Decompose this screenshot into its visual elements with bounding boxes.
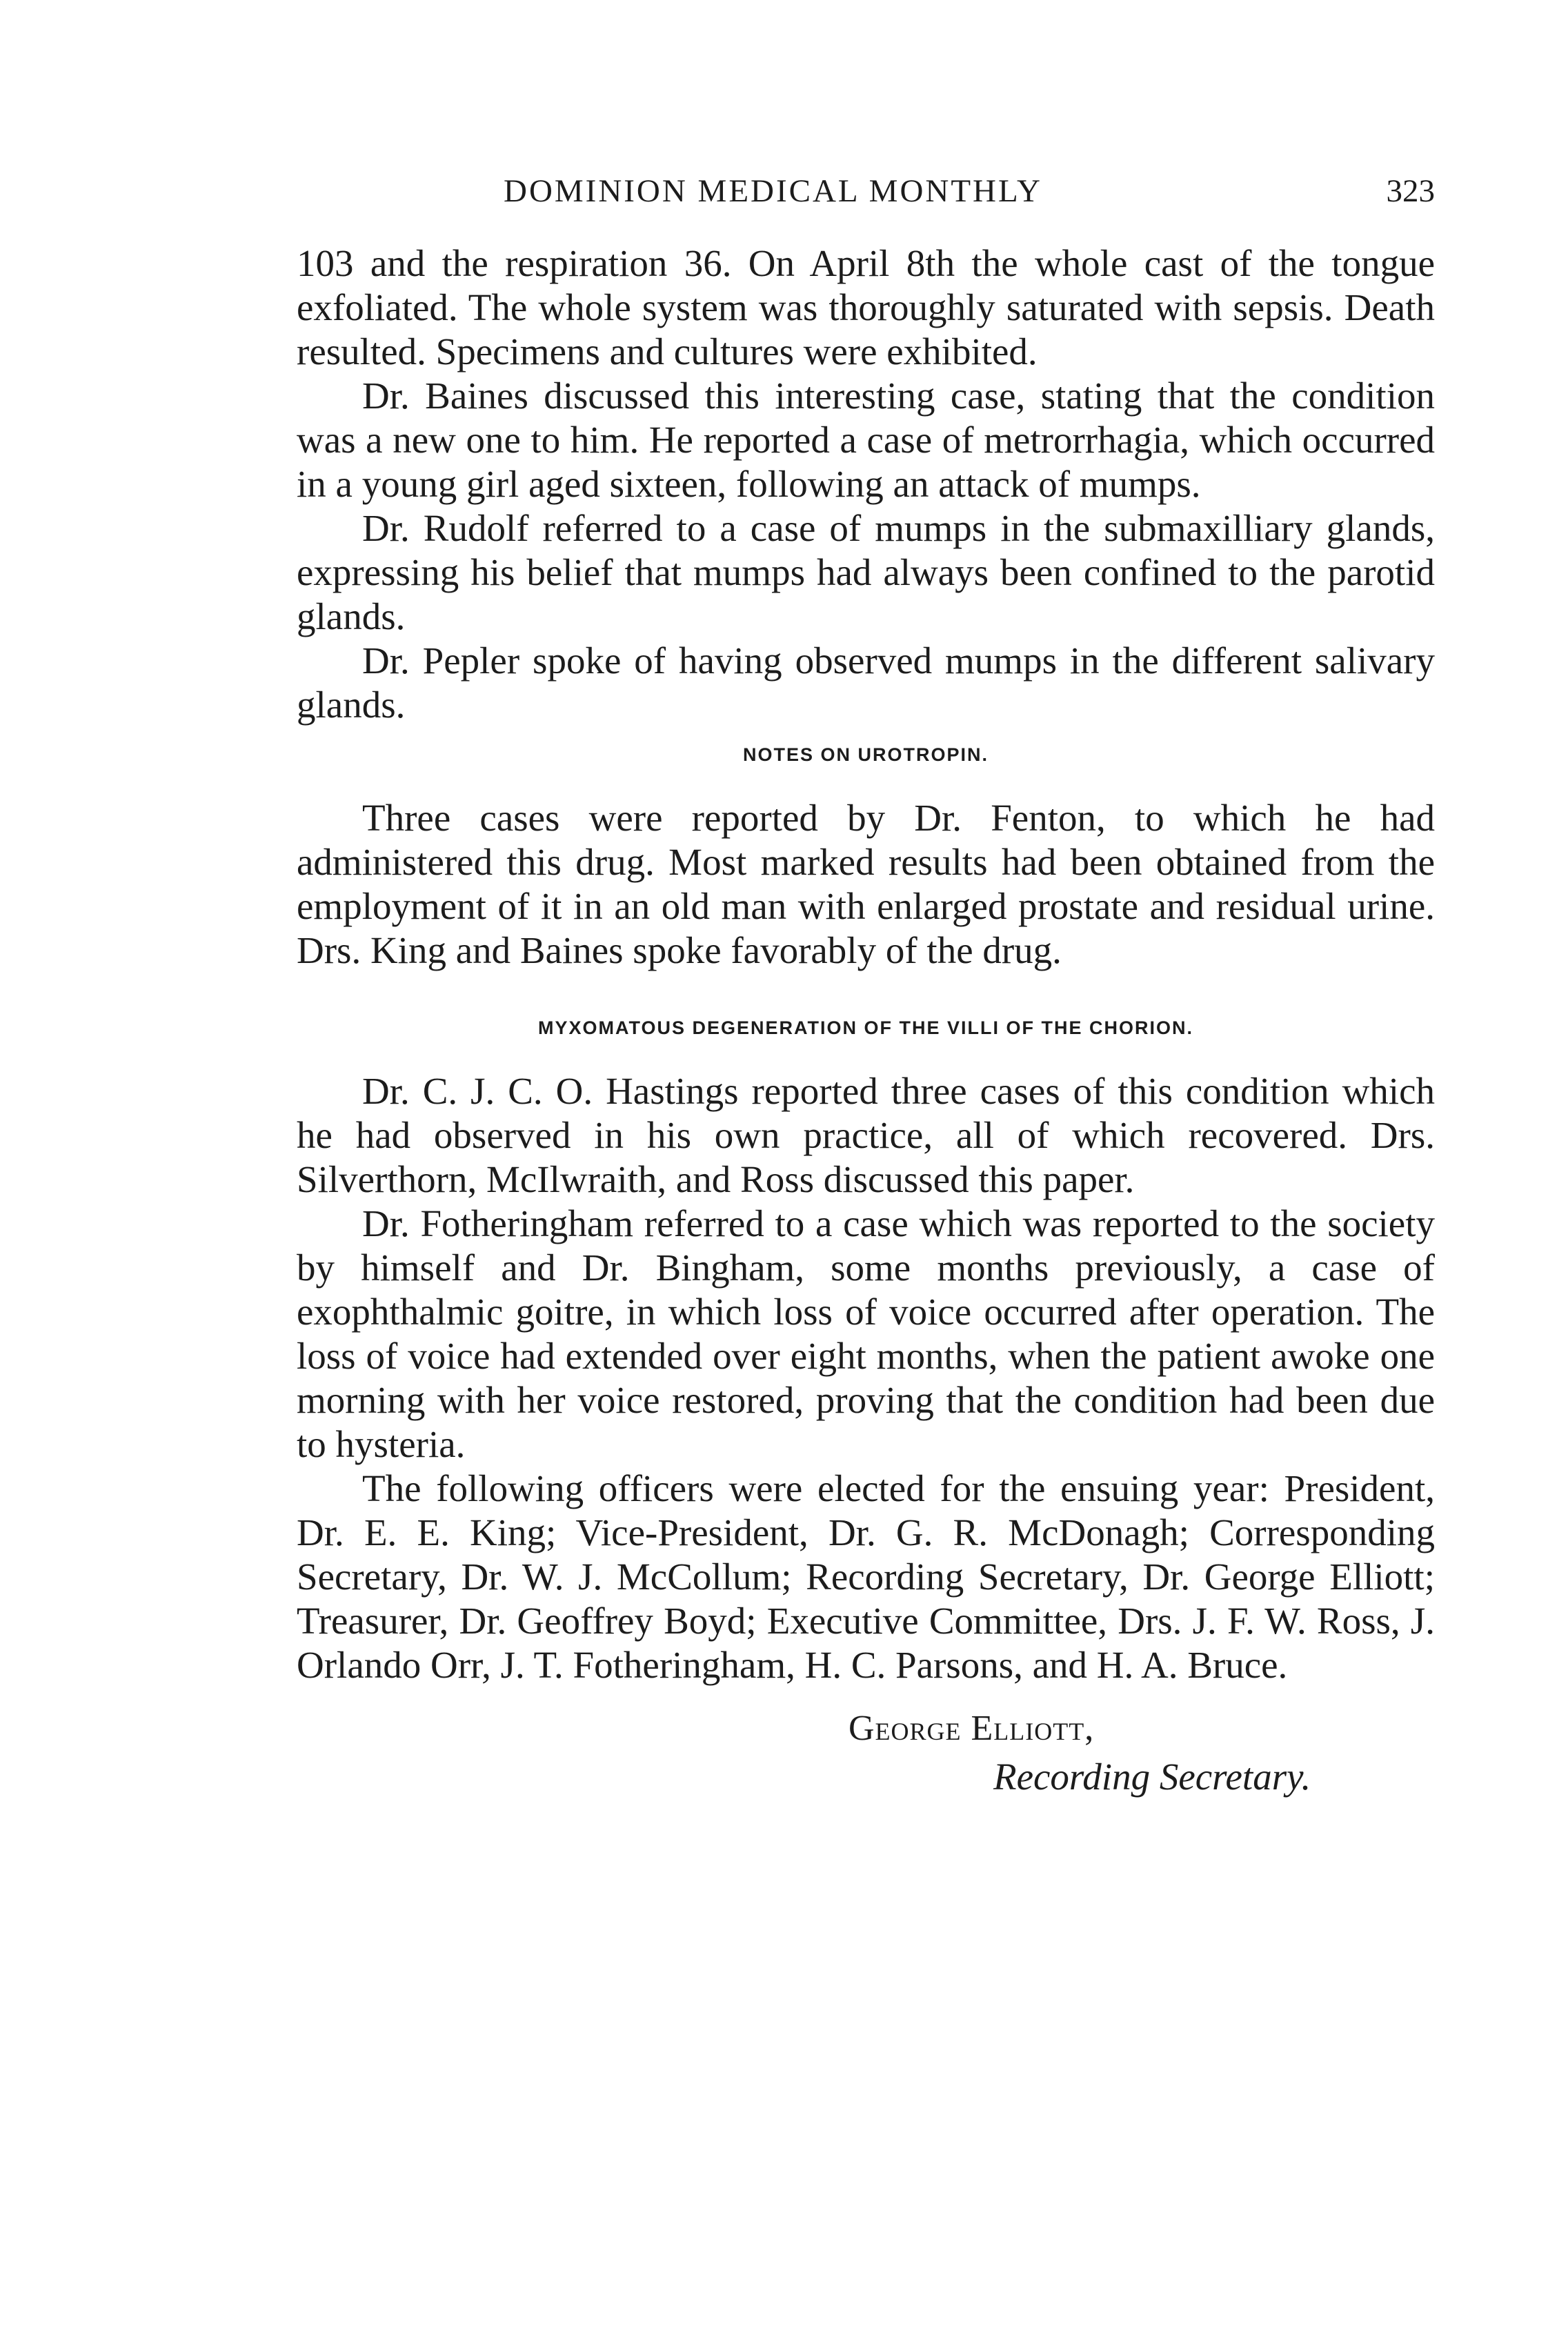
section-heading-myxomatous: MYXOMATOUS DEGENERATION OF THE VILLI OF THE CHORION. xyxy=(537,1017,1194,1038)
paragraph-fenton: Three cases were reported by Dr. Fenton, to which he had administered this drug. Most marked results had been obtained from the employment of it in an old man with enlarged prostate and residual urine. Drs. King and Baines spoke favorably of the drug. xyxy=(297,797,1435,971)
paragraph-pepler: Dr. Pepler spoke of having observed mumps in the different salivary glands. xyxy=(297,639,1435,726)
paragraph-continuation: 103 and the respiration 36. On April 8th the whole cast of the tongue exfoliated. The whole system was thoroughly saturated with sepsis. Death resulted. Specimens and cultures were exhibited. xyxy=(297,242,1435,373)
body-text xyxy=(297,241,1435,1810)
running-title: DOMINION MEDICAL MONTHLY xyxy=(504,173,1042,209)
paragraph-hastings: Dr. C. J. C. O. Hastings reported three cases of this condition which he had observed in his own practice, all of which recovered. Drs. Silverthorn, McIlwraith, and Ross discussed this paper. xyxy=(297,1070,1435,1200)
signature-title: Recording Secretary. xyxy=(993,1756,1311,1798)
paragraph-rudolf: Dr. Rudolf referred to a case of mumps in the submaxilliary glands, expressing his belief that mumps had always been confined to the parotid glands. xyxy=(297,507,1435,637)
signature-block xyxy=(297,1707,1435,1810)
paragraph-baines: Dr. Baines discussed this interesting case, stating that the condition was a new one to him. He reported a case of metrorrhagia, which occurred in a young girl aged sixteen, following an attack of mumps. xyxy=(297,375,1435,505)
running-head xyxy=(297,172,1435,228)
paragraph-fotheringham: Dr. Fotheringham referred to a case which was reported to the society by himself and Dr. Bingham, some months previously, a case of exophthalmic goitre, in which loss of voice occurred after operation. The loss of voice had extended over eight months, when the patient awoke one morning with her voice restored, proving that the condition had been due to hysteria. xyxy=(297,1202,1435,1465)
section-heading-urotropin: NOTES ON UROTROPIN. xyxy=(742,744,989,765)
page-number: 323 xyxy=(1386,173,1435,209)
signature-name: George Elliott, xyxy=(848,1709,1095,1748)
paragraph-officers: The following officers were elected for the ensuing year: President, Dr. E. E. King; Vice-President, Dr. G. R. McDonagh; Corresponding Secretary, Dr. W. J. McCollum; Recording Secretary, Dr. George Elliott; Treasurer, Dr. Geoffrey Boyd; Executive Committee, Drs. J. F. W. Ross, J. Orlando Orr, J. T. Fotheringham, H. C. Parsons, and H. A. Bruce. xyxy=(297,1467,1435,1686)
